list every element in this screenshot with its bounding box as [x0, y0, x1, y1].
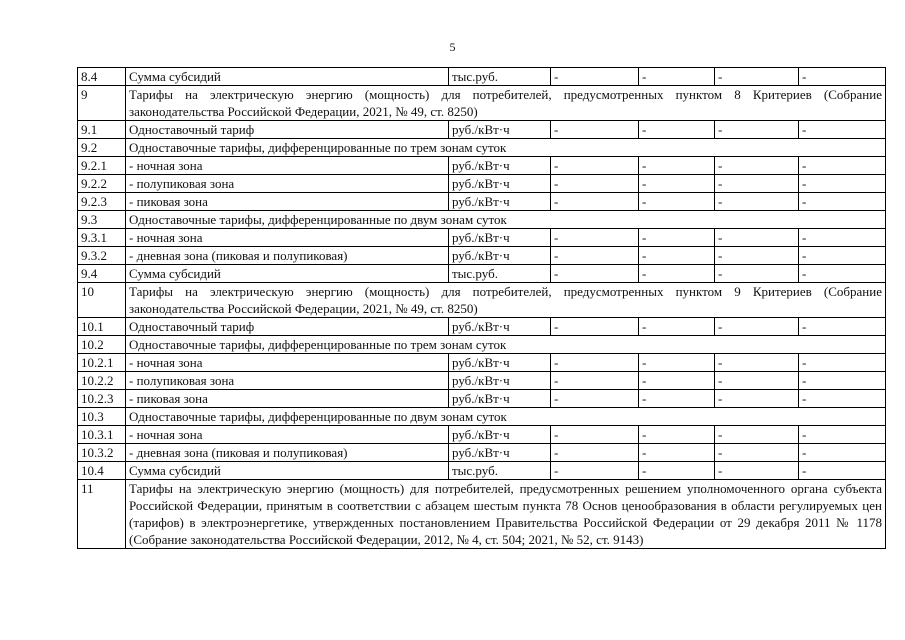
row-unit: руб./кВт·ч	[449, 247, 551, 265]
value-cell: -	[639, 121, 715, 139]
table-row	[78, 265, 886, 283]
section-title: Одноставочные тарифы, дифференцированные по двум зонам суток	[126, 408, 886, 426]
value-cell: -	[551, 318, 639, 336]
row-unit: тыс.руб.	[449, 462, 551, 480]
row-unit: тыс.руб.	[449, 68, 551, 86]
value-cell: -	[799, 229, 886, 247]
row-number: 9.4	[78, 265, 126, 283]
value-cell: -	[551, 247, 639, 265]
table-row	[78, 372, 886, 390]
row-name: Одноставочный тариф	[126, 121, 449, 139]
value-cell: -	[551, 372, 639, 390]
table-row	[78, 175, 886, 193]
value-cell: -	[715, 175, 799, 193]
value-cell: -	[799, 354, 886, 372]
value-cell: -	[639, 193, 715, 211]
value-cell: -	[715, 229, 799, 247]
row-name: Сумма субсидий	[126, 265, 449, 283]
tariff-table-body	[78, 68, 886, 549]
value-cell: -	[715, 354, 799, 372]
section-title: Тарифы на электрическую энергию (мощность) для потребителей, предусмотренных решением уполномоченного органа субъекта Российской Федерации, принятым в соответствии с абзацем шестым пункта 78 Основ ценообразования в области регулируемых цен (тарифов) в электроэнергетике, утвержденных постановлением Правительства Российской Федерации от 29 декабря 2011 № 1178 (Собрание законодательства Российской Федерации, 2012, № 4, ст. 504; 2021, № 52, ст. 9143)	[126, 480, 886, 549]
value-cell: -	[551, 68, 639, 86]
value-cell: -	[639, 444, 715, 462]
row-number: 8.4	[78, 68, 126, 86]
value-cell: -	[551, 444, 639, 462]
table-row	[78, 68, 886, 86]
value-cell: -	[799, 372, 886, 390]
section-title: Одноставочные тарифы, дифференцированные по трем зонам суток	[126, 139, 886, 157]
table-row	[78, 157, 886, 175]
value-cell: -	[639, 157, 715, 175]
value-cell: -	[551, 354, 639, 372]
row-unit: руб./кВт·ч	[449, 426, 551, 444]
row-name: - ночная зона	[126, 426, 449, 444]
value-cell: -	[715, 193, 799, 211]
row-name: - пиковая зона	[126, 390, 449, 408]
table-row	[78, 444, 886, 462]
row-unit: руб./кВт·ч	[449, 193, 551, 211]
value-cell: -	[715, 247, 799, 265]
value-cell: -	[639, 462, 715, 480]
table-row	[78, 318, 886, 336]
value-cell: -	[639, 426, 715, 444]
row-unit: руб./кВт·ч	[449, 229, 551, 247]
row-name: - полупиковая зона	[126, 175, 449, 193]
value-cell: -	[639, 390, 715, 408]
value-cell: -	[799, 193, 886, 211]
value-cell: -	[715, 372, 799, 390]
section-title: Тарифы на электрическую энергию (мощность) для потребителей, предусмотренных пунктом 9 Критериев (Собрание законодательства Российской Федерации, 2021, № 49, ст. 8250)	[126, 283, 886, 318]
value-cell: -	[715, 265, 799, 283]
row-number: 11	[78, 480, 126, 549]
value-cell: -	[799, 121, 886, 139]
value-cell: -	[715, 318, 799, 336]
table-row	[78, 426, 886, 444]
value-cell: -	[551, 175, 639, 193]
section-title: Одноставочные тарифы, дифференцированные по двум зонам суток	[126, 211, 886, 229]
value-cell: -	[715, 462, 799, 480]
value-cell: -	[715, 157, 799, 175]
value-cell: -	[799, 265, 886, 283]
section-row	[78, 283, 886, 318]
row-unit: руб./кВт·ч	[449, 390, 551, 408]
value-cell: -	[639, 265, 715, 283]
row-number: 9	[78, 86, 126, 121]
row-name: Сумма субсидий	[126, 462, 449, 480]
value-cell: -	[551, 265, 639, 283]
row-number: 9.2.1	[78, 157, 126, 175]
row-number: 9.2.2	[78, 175, 126, 193]
table-row	[78, 462, 886, 480]
section-row	[78, 139, 886, 157]
value-cell: -	[799, 157, 886, 175]
value-cell: -	[639, 318, 715, 336]
row-number: 10.2	[78, 336, 126, 354]
value-cell: -	[715, 121, 799, 139]
section-row	[78, 336, 886, 354]
row-unit: руб./кВт·ч	[449, 444, 551, 462]
row-number: 10.2.1	[78, 354, 126, 372]
row-number: 10.4	[78, 462, 126, 480]
value-cell: -	[551, 121, 639, 139]
table-row	[78, 390, 886, 408]
value-cell: -	[639, 68, 715, 86]
row-name: - дневная зона (пиковая и полупиковая)	[126, 444, 449, 462]
value-cell: -	[799, 247, 886, 265]
value-cell: -	[551, 390, 639, 408]
row-name: - ночная зона	[126, 157, 449, 175]
row-number: 10	[78, 283, 126, 318]
value-cell: -	[799, 426, 886, 444]
table-row	[78, 354, 886, 372]
table-row	[78, 193, 886, 211]
row-name: - дневная зона (пиковая и полупиковая)	[126, 247, 449, 265]
section-row	[78, 408, 886, 426]
value-cell: -	[715, 390, 799, 408]
table-row	[78, 247, 886, 265]
value-cell: -	[639, 229, 715, 247]
table-row	[78, 121, 886, 139]
value-cell: -	[799, 175, 886, 193]
value-cell: -	[639, 175, 715, 193]
section-row	[78, 480, 886, 549]
row-number: 10.2.3	[78, 390, 126, 408]
row-number: 10.2.2	[78, 372, 126, 390]
section-row	[78, 86, 886, 121]
row-unit: руб./кВт·ч	[449, 157, 551, 175]
row-name: - пиковая зона	[126, 193, 449, 211]
row-name: - ночная зона	[126, 354, 449, 372]
value-cell: -	[715, 68, 799, 86]
row-name: - полупиковая зона	[126, 372, 449, 390]
row-name: Сумма субсидий	[126, 68, 449, 86]
row-number: 10.3	[78, 408, 126, 426]
value-cell: -	[799, 68, 886, 86]
row-unit: руб./кВт·ч	[449, 372, 551, 390]
section-row	[78, 211, 886, 229]
value-cell: -	[715, 444, 799, 462]
row-number: 10.1	[78, 318, 126, 336]
value-cell: -	[551, 462, 639, 480]
row-number: 9.2	[78, 139, 126, 157]
value-cell: -	[715, 426, 799, 444]
value-cell: -	[799, 318, 886, 336]
row-unit: тыс.руб.	[449, 265, 551, 283]
value-cell: -	[551, 229, 639, 247]
row-unit: руб./кВт·ч	[449, 175, 551, 193]
row-number: 10.3.1	[78, 426, 126, 444]
tariff-table	[77, 67, 886, 549]
row-unit: руб./кВт·ч	[449, 121, 551, 139]
section-title: Одноставочные тарифы, дифференцированные по трем зонам суток	[126, 336, 886, 354]
row-number: 9.3.1	[78, 229, 126, 247]
value-cell: -	[551, 193, 639, 211]
row-number: 9.3.2	[78, 247, 126, 265]
page-number: 5	[449, 40, 456, 54]
row-unit: руб./кВт·ч	[449, 318, 551, 336]
row-unit: руб./кВт·ч	[449, 354, 551, 372]
value-cell: -	[799, 444, 886, 462]
value-cell: -	[551, 426, 639, 444]
value-cell: -	[799, 462, 886, 480]
row-number: 9.3	[78, 211, 126, 229]
row-name: - ночная зона	[126, 229, 449, 247]
table-row	[78, 229, 886, 247]
section-title: Тарифы на электрическую энергию (мощность) для потребителей, предусмотренных пунктом 8 Критериев (Собрание законодательства Российской Федерации, 2021, № 49, ст. 8250)	[126, 86, 886, 121]
value-cell: -	[639, 372, 715, 390]
row-number: 10.3.2	[78, 444, 126, 462]
value-cell: -	[551, 157, 639, 175]
row-name: Одноставочный тариф	[126, 318, 449, 336]
row-number: 9.1	[78, 121, 126, 139]
value-cell: -	[799, 390, 886, 408]
value-cell: -	[639, 354, 715, 372]
row-number: 9.2.3	[78, 193, 126, 211]
value-cell: -	[639, 247, 715, 265]
